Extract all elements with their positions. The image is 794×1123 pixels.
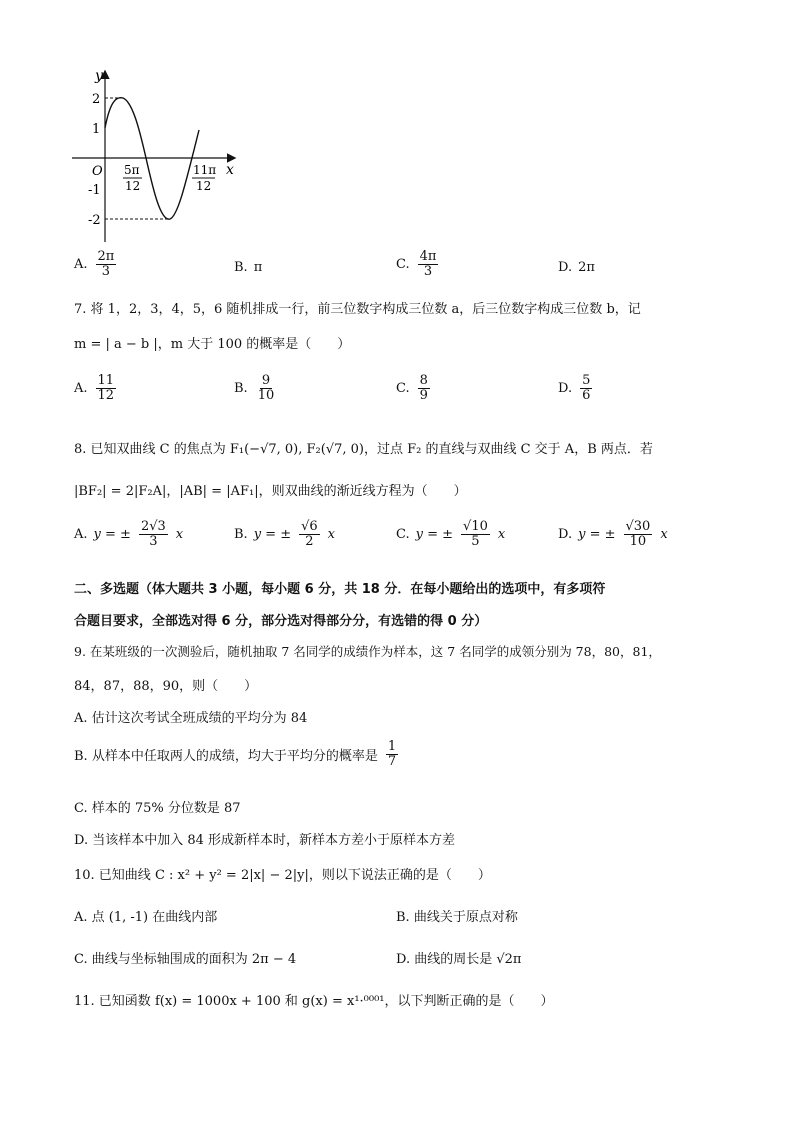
q9-option-b: B. 从样本中任取两人的成绩，均大于平均分的概率是 $\frac{1}{7}$ — [74, 739, 397, 769]
q9-line2: 84，87，88，90，则（ ） — [74, 679, 258, 694]
q8-option-b: B. y = ± $\frac{√6}{2}$ x — [234, 519, 335, 549]
q8-line2: |BF₂| = 2|F₂A|，|AB| = |AF₁|，则双曲线的渐近线方程为（ ） — [74, 484, 467, 499]
x-tick2-den: 12 — [196, 179, 212, 193]
q6-option-d: D. 2π — [558, 260, 595, 275]
y-tick-neg1: -1 — [88, 183, 101, 198]
x-axis-label: x — [226, 162, 234, 178]
origin-label: O — [92, 164, 103, 179]
q7-line1: 7. 将 1，2，3，4，5，6 随机排成一行，前三位数字构成三位数 a，后三位数字构成三位数 b，记 — [74, 302, 641, 317]
q7-option-a: A. $\frac{11}{12}$ — [74, 373, 115, 403]
q6-option-a: A. $\frac{2\pi}{3}$ — [74, 249, 115, 279]
section2-heading-line2: 合题目要求，全部选对得 6 分，部分选对得部分分，有选错的得 0 分） — [74, 614, 488, 629]
q8-option-a: A. y = ± $\frac{2√3}{3}$ x — [74, 519, 184, 549]
q10-option-b: B. 曲线关于原点对称 — [396, 910, 518, 925]
x-tick2-num: 11π — [193, 163, 217, 177]
q10-option-d: D. 曲线的周长是 √2π — [396, 952, 522, 967]
y-tick-2: 2 — [92, 92, 101, 107]
q7-option-b: B. $\frac{9}{10}$ — [234, 373, 275, 403]
q11-line: 11. 已知函数 f(x) = 1000x + 100 和 g(x) = x¹·⁰⁰⁰¹，以下判断正确的是（ ） — [74, 994, 554, 1009]
q10-option-c: C. 曲线与坐标轴围成的面积为 2π − 4 — [74, 952, 297, 967]
q9-line1: 9. 在某班级的一次测验后，随机抽取 7 名同学的成绩作为样本，这 7 名同学的成领分别为 78，80，81， — [74, 644, 661, 659]
q6-option-c: C. $\frac{4\pi}{3}$ — [396, 249, 437, 279]
q9-option-c: C. 样本的 75% 分位数是 87 — [74, 801, 241, 816]
y-tick-neg2: -2 — [88, 213, 101, 228]
q6-option-b: B. π — [234, 260, 263, 275]
q7-option-d: D. $\frac{5}{6}$ — [558, 373, 591, 403]
sine-graph — [60, 62, 250, 252]
q9-option-d: D. 当该样本中加入 84 形成新样本时，新样本方差小于原样本方差 — [74, 833, 456, 848]
q8-option-c: C. y = ± $\frac{√10}{5}$ x — [396, 519, 506, 549]
q8-line1: 8. 已知双曲线 C 的焦点为 F₁(−√7, 0), F₂(√7, 0)，过点 F₂ 的直线与双曲线 C 交于 A，B 两点．若 — [74, 442, 653, 457]
x-tick1-den: 12 — [125, 179, 141, 193]
q9-option-a: A. 估计这次考试全班成绩的平均分为 84 — [74, 711, 308, 726]
q8-option-d: D. y = ± $\frac{√30}{10}$ x — [558, 519, 668, 549]
y-axis-label: y — [95, 68, 103, 84]
q7-line2: m = | a − b |，m 大于 100 的概率是（ ） — [74, 337, 351, 352]
x-tick1-num: 5π — [124, 163, 140, 177]
q10-option-a: A. 点 (1, -1) 在曲线内部 — [74, 910, 218, 925]
q10-line: 10. 已知曲线 C : x² + y² = 2|x| − 2|y|，则以下说法正确的是（ ） — [74, 868, 491, 883]
y-tick-1: 1 — [92, 122, 101, 137]
q7-option-c: C. $\frac{8}{9}$ — [396, 373, 428, 403]
section2-heading-line1: 二、多选题（体大题共 3 小题，每小题 6 分，共 18 分．在每小题给出的选项中，有多项符 — [74, 582, 606, 597]
